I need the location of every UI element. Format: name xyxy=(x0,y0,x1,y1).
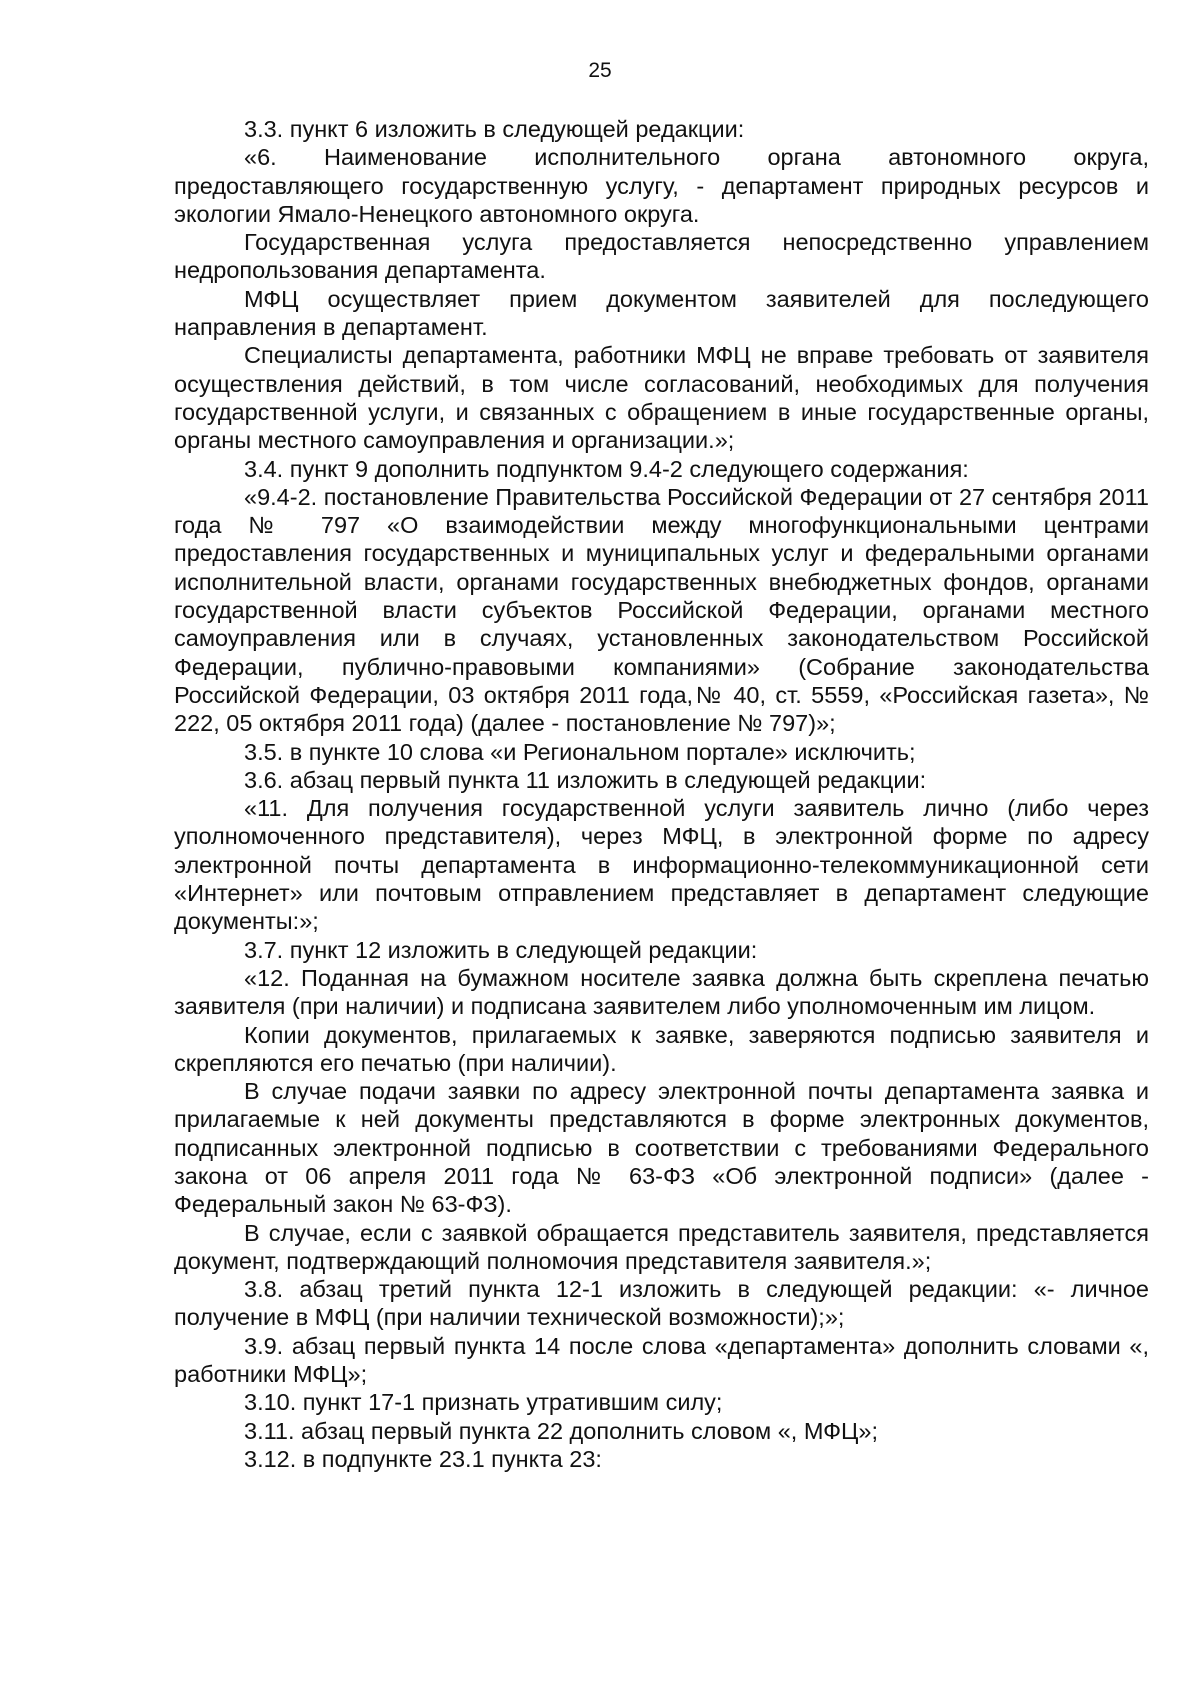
paragraph-representative: В случае, если с заявкой обращается представитель заявителя, представляется документ, подтверждающий полномочия представителя заявителя.»; xyxy=(174,1219,1149,1274)
paragraph-3-3: 3.3. пункт 6 изложить в следующей редакции: xyxy=(244,116,745,142)
paragraph-3-9: 3.9. абзац первый пункта 14 после слова «департамента» дополнить словами «, работники МФЦ»; xyxy=(174,1332,1149,1388)
document-body xyxy=(174,115,1149,1473)
paragraph-electronic-submission: В случае подачи заявки по адресу электронной почты департамента заявка и прилагаемые к ней документы представляются в форме электронных документов, подписанных электронной подписью в соответствии с требованиями Федерального закона от 06 апреля 2011 года № 63-ФЗ «Об электронной подписи» (далее - Федеральный закон № 63-ФЗ). xyxy=(174,1078,1149,1218)
paragraph-3-12: 3.12. в подпункте 23.1 пункта 23: xyxy=(244,1445,602,1472)
paragraph-service-provision: Государственная услуга предоставляется непосредственно управлением недропользования департамента. xyxy=(174,229,1149,284)
paragraph-3-7: 3.7. пункт 12 изложить в следующей редакции: xyxy=(244,936,758,963)
paragraph-item-9-4-2: «9.4-2. постановление Правительства Российской Федерации от 27 сентября 2011 года № 797 «О взаимодействии между многофункциональными центрами предоставления государственных и муниципальных услуг и федеральными органами исполнительной власти, органами государственных внебюджетных фондов, органами государственной власти субъектов Российской Федерации, органами местного самоуправления или в случаях, установленных законодательством Российской Федерации, публично-правовыми компаниями» (Собрание законодательства Российской Федерации, 03 октября 2011 года,№ 40, ст. 5559, «Российская газета», № 222, 05 октября 2011 года) (далее - постановление № 797)»; xyxy=(174,483,1149,737)
paragraph-3-6: 3.6. абзац первый пункта 11 изложить в следующей редакции: xyxy=(244,766,927,793)
paragraph-3-4: 3.4. пункт 9 дополнить подпунктом 9.4-2 следующего содержания: xyxy=(244,455,969,482)
paragraph-copies: Копии документов, прилагаемых к заявке, заверяются подписью заявителя и скрепляются его печатью (при наличии). xyxy=(174,1021,1149,1076)
paragraph-specialists: Специалисты департамента, работники МФЦ не вправе требовать от заявителя осуществления действий, в том числе согласований, необходимых для получения государственной услуги, и связанных с обращением в иные государственные органы, органы местного самоуправления и организации.»; xyxy=(174,342,1149,454)
page-number: 25 xyxy=(588,59,612,82)
paragraph-3-11: 3.11. абзац первый пункта 22 дополнить словом «, МФЦ»; xyxy=(244,1417,879,1444)
paragraph-item-11: «11. Для получения государственной услуги заявитель лично (либо через уполномоченного представителя), через МФЦ, в электронной форме по адресу электронной почты департамента в информационно-телекоммуникационной сети «Интернет» или почтовым отправлением представляет в департамент следующие документы:»; xyxy=(174,795,1149,935)
paragraph-3-5: 3.5. в пункте 10 слова «и Региональном портале» исключить; xyxy=(244,738,916,765)
paragraph-3-8: 3.8. абзац третий пункта 12-1 изложить в следующей редакции: «- личное получение в МФЦ (при наличии технической возможности);»; xyxy=(174,1276,1149,1331)
paragraph-item-12: «12. Поданная на бумажном носителе заявка должна быть скреплена печатью заявителя (при наличии) и подписана заявителем либо уполномоченным им лицом. xyxy=(174,964,1149,1020)
paragraph-3-10: 3.10. пункт 17-1 признать утратившим силу; xyxy=(244,1389,723,1416)
paragraph-mfc-intake: МФЦ осуществляет прием документом заявителей для последующего направления в департамент. xyxy=(174,285,1149,341)
paragraph-item-6: «6. Наименование исполнительного органа автономного округа, предоставляющего государственную услугу, - департамент природных ресурсов и экологии Ямало-Ненецкого автономного округа. xyxy=(174,144,1149,227)
